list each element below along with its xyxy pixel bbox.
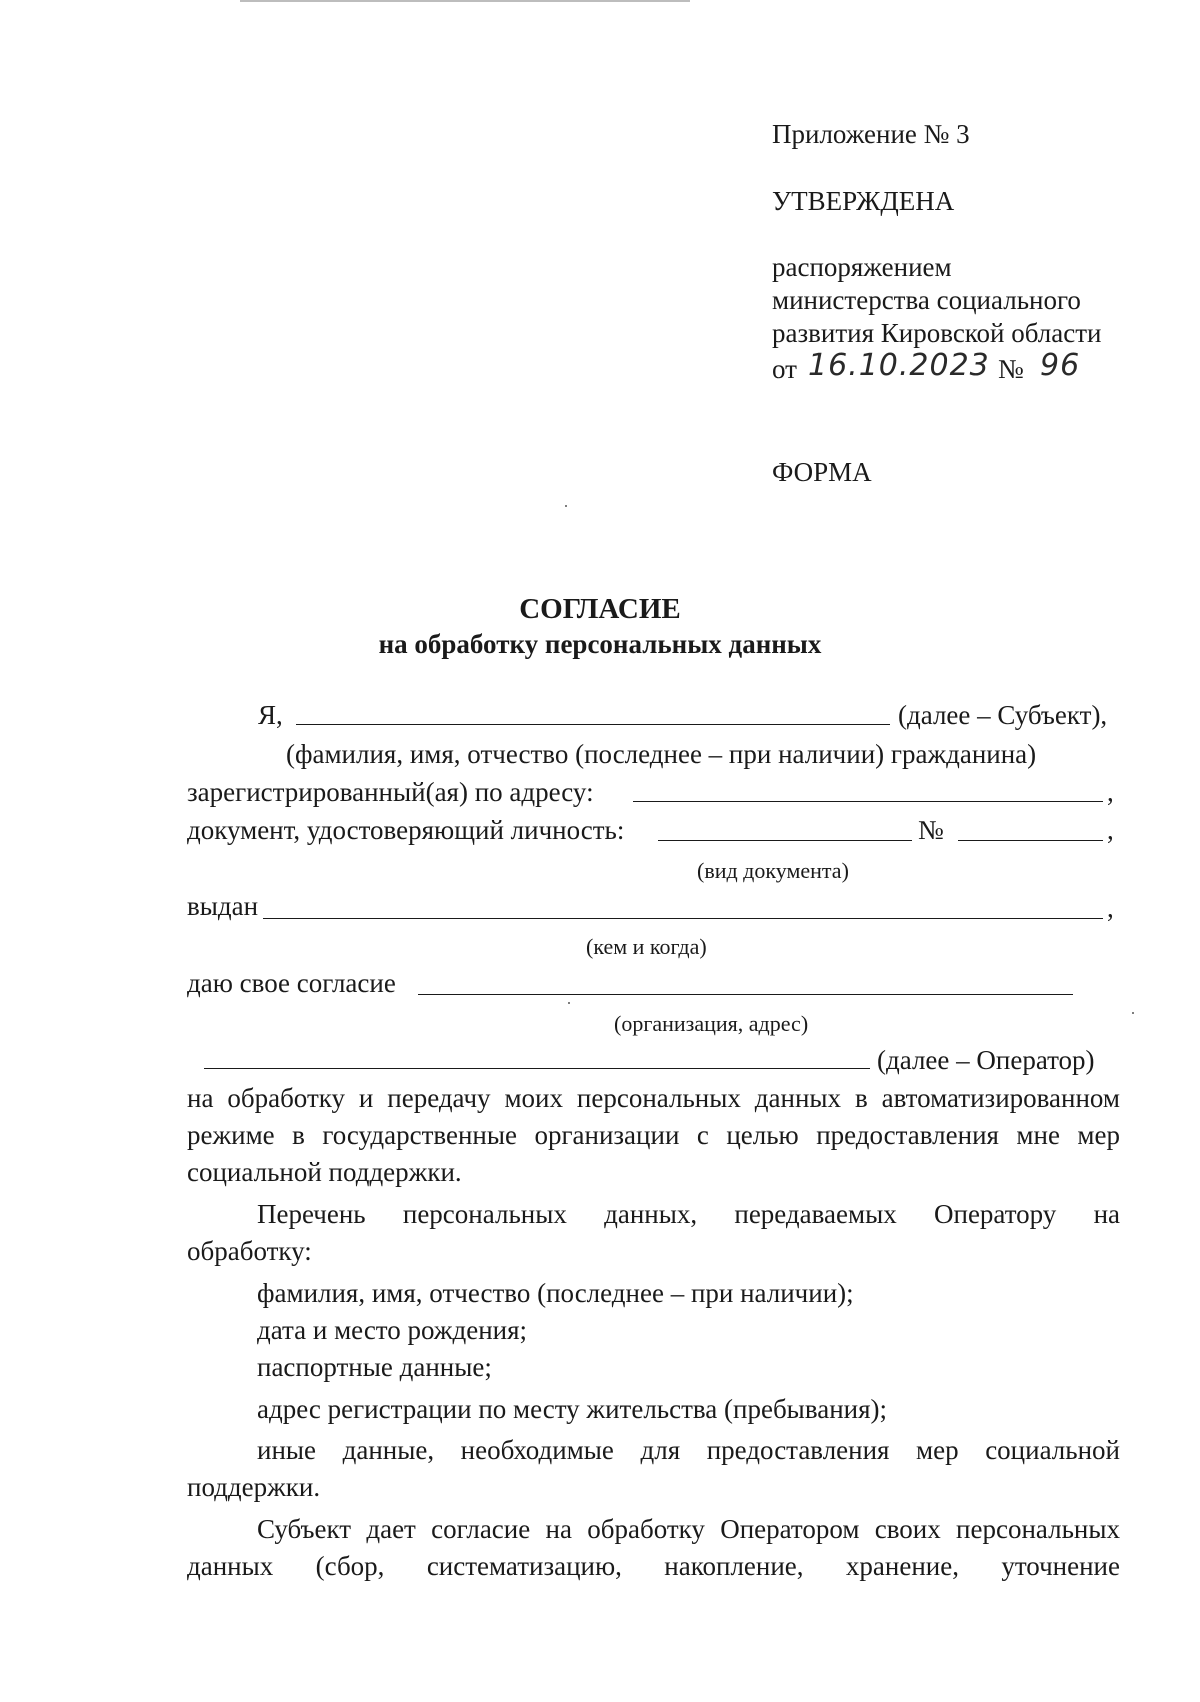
paragraph-1-line-3: социальной поддержки. xyxy=(187,1157,462,1187)
subject-suffix: (далее – Субъект), xyxy=(898,700,1108,730)
organization-field[interactable] xyxy=(418,994,1073,995)
paragraph-2-line-2: обработку: xyxy=(187,1236,312,1266)
scan-speck xyxy=(565,505,567,507)
document-type-field[interactable] xyxy=(658,840,912,841)
document-number-sign: № xyxy=(918,815,944,845)
order-date-handwritten: 16.10.2023 xyxy=(808,348,990,383)
document-label: документ, удостоверяющий личность: xyxy=(187,815,625,845)
organization-hint: (организация, адрес) xyxy=(614,1011,809,1036)
form-label: ФОРМА xyxy=(772,457,872,487)
issued-hint: (кем и когда) xyxy=(586,934,707,959)
order-line-2: министерства социального xyxy=(772,285,1081,315)
list-item-last-line-2: поддержки. xyxy=(187,1472,321,1502)
list-item: адрес регистрации по месту жительства (пребывания); xyxy=(257,1394,888,1424)
scan-speck xyxy=(1132,1012,1134,1014)
issued-comma: , xyxy=(1107,893,1114,923)
order-number-handwritten: 96 xyxy=(1040,348,1081,383)
order-date-prefix: от xyxy=(772,354,797,384)
order-line-1: распоряжением xyxy=(772,252,952,282)
order-line-3: развития Кировской области xyxy=(772,318,1102,348)
document-title: СОГЛАСИЕ xyxy=(519,593,681,625)
document-hint: (вид документа) xyxy=(697,858,849,883)
paragraph-3-line-2: данных (сбор, систематизацию, накопление, хранение, уточнение xyxy=(187,1551,1120,1581)
paragraph-1-line-1: на обработку и передачу моих персональных данных в автоматизированном xyxy=(187,1083,1120,1113)
consent-label: даю свое согласие xyxy=(187,968,396,998)
list-item: фамилия, имя, отчество (последнее – при наличии); xyxy=(257,1278,854,1308)
approved-label: УТВЕРЖДЕНА xyxy=(772,186,955,216)
list-item: дата и место рождения; xyxy=(257,1315,528,1345)
issued-label: выдан xyxy=(187,891,259,921)
organization-address-field[interactable] xyxy=(204,1068,870,1069)
issued-by-field[interactable] xyxy=(263,918,1103,919)
address-comma: , xyxy=(1107,777,1114,807)
paragraph-2-line-1: Перечень персональных данных, передаваемых Оператору на xyxy=(257,1199,1120,1229)
list-item-last-line-1: иные данные, необходимые для предоставления мер социальной xyxy=(257,1435,1120,1465)
appendix-number: Приложение № 3 xyxy=(772,119,970,149)
order-number-sign: № xyxy=(998,354,1024,384)
operator-suffix: (далее – Оператор) xyxy=(877,1045,1095,1075)
document-number-field[interactable] xyxy=(958,840,1103,841)
address-field[interactable] xyxy=(633,801,1103,802)
paragraph-3-line-1: Субъект дает согласие на обработку Оператором своих персональных xyxy=(257,1514,1120,1544)
paragraph-1-line-2: режиме в государственные организации с целью предоставления мне мер xyxy=(187,1120,1120,1150)
subject-hint: (фамилия, имя, отчество (последнее – при наличии) гражданина) xyxy=(286,739,1037,769)
address-label: зарегистрированный(ая) по адресу: xyxy=(187,777,594,807)
subject-name-field[interactable] xyxy=(296,724,890,725)
scan-artifact xyxy=(240,0,690,2)
subject-prefix: Я, xyxy=(258,700,283,730)
document-comma: , xyxy=(1107,815,1114,845)
document-subtitle: на обработку персональных данных xyxy=(378,629,822,659)
scan-speck xyxy=(568,1002,570,1004)
list-item: паспортные данные; xyxy=(257,1352,492,1382)
